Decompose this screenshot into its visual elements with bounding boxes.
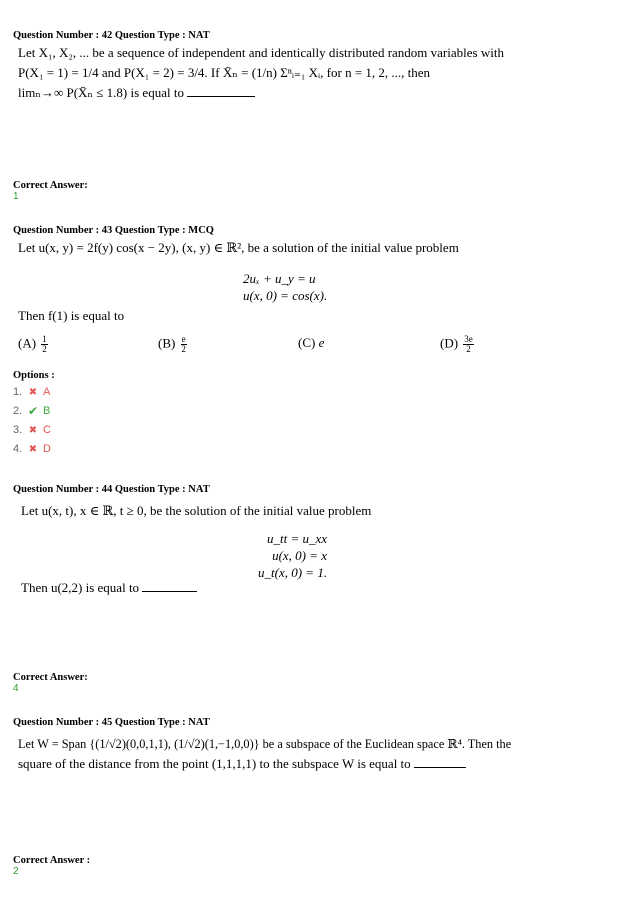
option-letter: A: [43, 386, 51, 398]
correct-answer-44: [13, 672, 613, 694]
answer-blank: [414, 755, 466, 768]
fraction: [463, 335, 474, 354]
fraction: [41, 335, 48, 354]
equation-line: u_t(x, 0) = 1.: [258, 565, 328, 580]
option-item: [13, 383, 613, 402]
question-header: Question Number : 45 Question Type : NAT: [13, 717, 210, 728]
fraction-numerator: e: [181, 334, 186, 344]
option-number: 2.: [13, 405, 23, 417]
correct-answer-value: 1: [13, 191, 19, 202]
options-list: [13, 383, 613, 459]
answer-blank: [187, 84, 255, 97]
options-label: Options :: [13, 370, 55, 381]
correct-answer-label: Correct Answer:: [13, 672, 88, 683]
equation-block: [258, 530, 327, 581]
correct-answer-label: Correct Answer :: [13, 855, 91, 866]
cross-icon: ✖: [28, 444, 38, 455]
option-number: 4.: [13, 443, 23, 455]
answer-blank: [142, 579, 197, 592]
question-header: Question Number : 43 Question Type : MCQ: [13, 225, 214, 236]
choice-label: (D): [440, 335, 459, 351]
question-43: [13, 225, 613, 258]
question-text-line: [13, 83, 613, 103]
question-text-line: Let u(x, t), x ∈ ℝ, t ≥ 0, be the solution of the initial value problem: [21, 503, 372, 518]
question-header: Question Number : 44 Question Type : NAT: [13, 484, 210, 495]
fraction-denominator: 2: [42, 344, 47, 354]
question-text-line: Let X₁, X₂, ... be a sequence of independent and identically distributed random variables with: [18, 45, 504, 60]
correct-answer-value: 2: [13, 866, 19, 877]
question-45: [13, 717, 613, 774]
correct-answer-value: 4: [13, 683, 19, 694]
question-text-line: Then f(1) is equal to: [18, 308, 125, 323]
question-text-line: [13, 578, 613, 598]
option-item: [13, 440, 613, 459]
question-text-line: Let W = Span {(1/√2)(0,0,1,1), (1/√2)(1,−1,0,0)} be a subspace of the Euclidean space ℝ⁴. Then the: [18, 737, 512, 751]
check-icon: ✔: [27, 404, 39, 418]
equation-line: u(x, 0) = cos(x).: [243, 288, 328, 303]
question-text: square of the distance from the point (1,1,1,1) to the subspace W is equal to: [18, 756, 411, 771]
option-letter: C: [43, 424, 51, 436]
choice-b: [158, 335, 189, 354]
correct-answer-label: Correct Answer:: [13, 180, 88, 191]
option-number: 3.: [13, 424, 23, 436]
question-text: Then u(2,2) is equal to: [21, 580, 140, 595]
question-text: limₙ→∞ P(X̄ₙ ≤ 1.8) is equal to: [18, 85, 184, 100]
fraction-numerator: 3e: [464, 334, 473, 344]
question-text-line: Let u(x, y) = 2f(y) cos(x − 2y), (x, y) ∈ ℝ², be a solution of the initial value problem: [18, 240, 459, 255]
question-header: Question Number : 42 Question Type : NAT: [13, 30, 210, 41]
question-43-prompt: [13, 306, 613, 326]
option-letter: B: [43, 405, 51, 417]
cross-icon: ✖: [28, 425, 38, 436]
option-number: 1.: [13, 386, 23, 398]
question-42: [13, 30, 613, 103]
equation-block: [243, 270, 327, 304]
question-text-line: P(X₁ = 1) = 1/4 and P(X₁ = 2) = 3/4. If X̄ₙ = (1/n) Σⁿᵢ₌₁ Xᵢ, for n = 1, 2, ..., then: [18, 65, 431, 80]
choice-c: [298, 335, 324, 351]
fraction-denominator: 2: [181, 344, 186, 354]
question-text-line: [13, 754, 613, 774]
equation-line: u_tt = u_xx: [267, 531, 328, 546]
option-item: [13, 421, 613, 440]
option-letter: D: [43, 443, 51, 455]
equation-line: u(x, 0) = x: [272, 548, 328, 563]
fraction-denominator: 2: [466, 344, 471, 354]
fraction-numerator: 1: [42, 334, 47, 344]
question-44: [13, 484, 613, 521]
correct-answer-45: [13, 855, 613, 877]
cross-icon: ✖: [28, 387, 38, 398]
option-item: [13, 402, 613, 421]
correct-answer-42: [13, 180, 613, 202]
choice-d: [440, 335, 476, 354]
choice-label: (B): [158, 335, 176, 351]
fraction: [181, 335, 187, 354]
choice-value: e: [318, 335, 325, 350]
choice-label: (C): [298, 335, 316, 350]
choice-label: (A): [18, 335, 37, 351]
equation-line: 2uₓ + u_y = u: [243, 271, 316, 286]
choice-a: [18, 335, 50, 354]
options-section: [13, 370, 613, 459]
question-44-prompt: [13, 578, 613, 598]
